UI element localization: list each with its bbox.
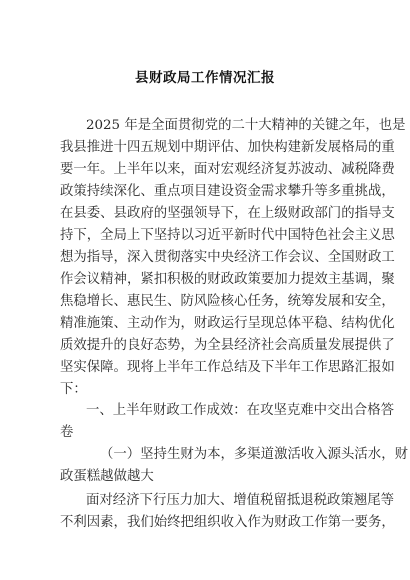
body-line: 作会议精神，紧扣积极的财政政策要加力提效主基调，聚 xyxy=(60,272,395,287)
body-line: 坚实保障。现将上半年工作总结及下半年工作思路汇报如 xyxy=(60,360,395,375)
body-line: 持下，全局上下坚持以习近平新时代中国特色社会主义思 xyxy=(60,228,395,243)
body-line: 在县委、县政府的坚强领导下，在上级财政部门的指导支 xyxy=(60,206,395,221)
body-line: 精准施策、主动作为，财政运行呈现总体平稳、结构优化 xyxy=(60,316,395,331)
section-heading-line: 卷 xyxy=(60,425,74,440)
body-line: 想为指导，深入贯彻落实中央经济工作会议、全国财政工 xyxy=(60,250,395,265)
body-line: 政策持续深化、重点项目建设资金需求攀升等多重挑战， xyxy=(60,184,395,199)
body-line: 下： xyxy=(60,382,87,397)
document-title: 县财政局工作情况汇报 xyxy=(135,70,275,86)
body-line: 要一年。上半年以来，面对宏观经济复苏波动、减税降费 xyxy=(60,162,395,177)
body-line: 不利因素，我们始终把组织收入作为财政工作第一要务， xyxy=(60,515,395,530)
subsection-heading-line: 政蛋糕越做越大 xyxy=(60,469,154,484)
body-line: 面对经济下行压力加大、增值税留抵退税政策翘尾等 xyxy=(86,493,394,508)
subsection-heading-line: （一）坚持生财为本，多渠道激活收入源头活水，财 xyxy=(100,447,408,462)
body-line: 质效提升的良好态势，为全县经济社会高质量发展提供了 xyxy=(60,338,395,353)
section-heading-line: 一、上半年财政工作成效：在攻坚克难中交出合格答 xyxy=(86,403,394,418)
body-line: 2025 年是全面贯彻党的二十大精神的关键之年，也是 xyxy=(86,118,406,133)
body-line: 焦稳增长、惠民生、防风险核心任务，统筹发展和安全， xyxy=(60,294,395,309)
body-line: 我县推进十四五规划中期评估、加快构建新发展格局的重 xyxy=(60,140,395,155)
